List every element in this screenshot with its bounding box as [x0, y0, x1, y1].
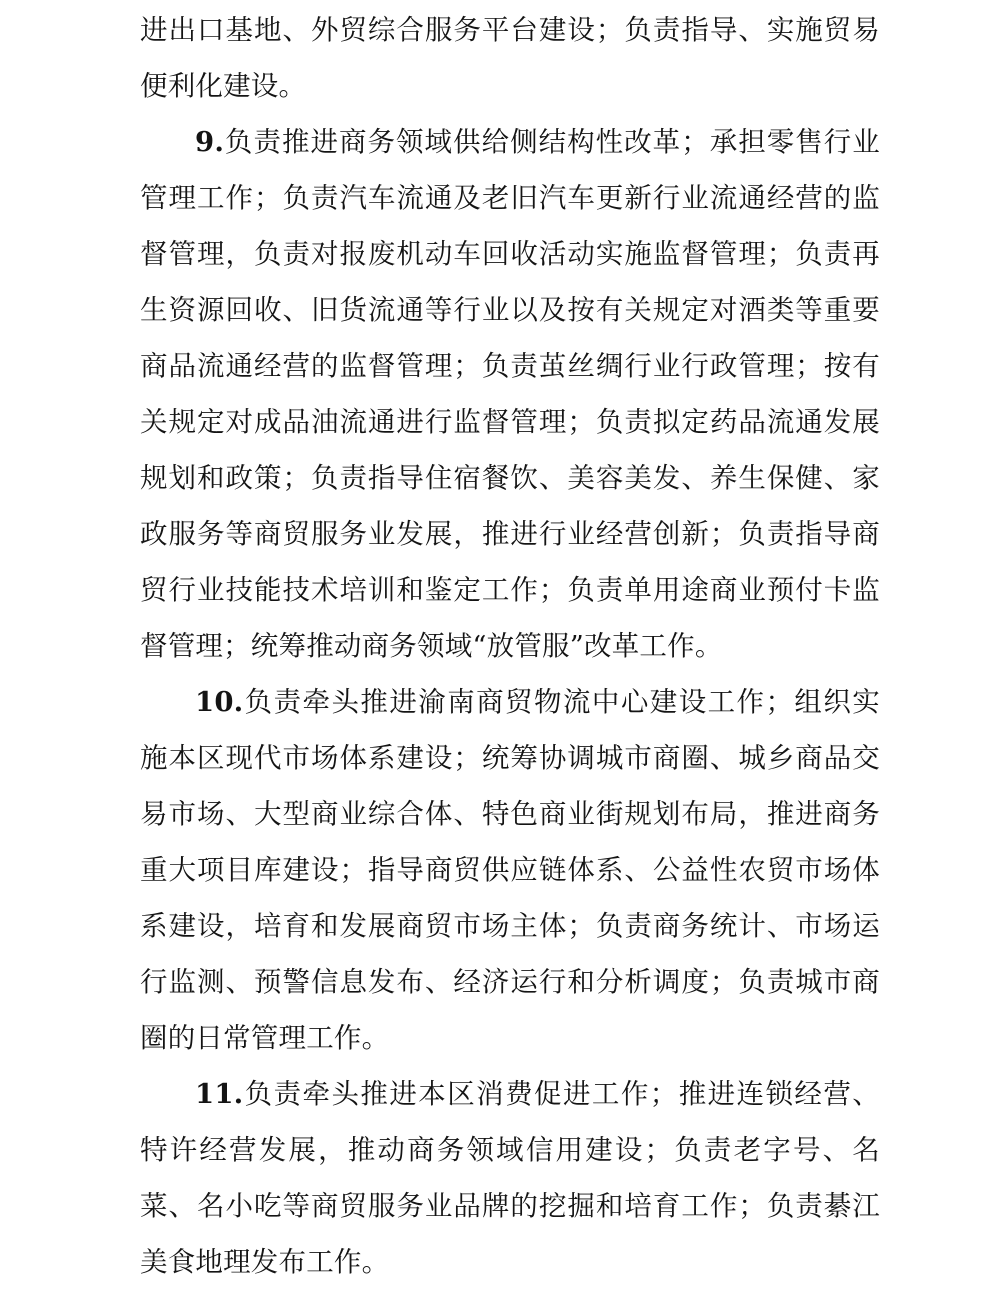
paragraph-number: 11.: [195, 1078, 244, 1110]
paragraph-text: 负责牵头推进本区消费促进工作；推进连锁经营、特许经营发展，推动商务领域信用建设；负责老字号、名菜、名小吃等商贸服务业品牌的挖掘和培育工作；负责綦江美食地理发布工作。: [140, 1078, 880, 1278]
paragraph-item-10: [140, 674, 880, 1066]
paragraph-item-11: [140, 1066, 880, 1290]
paragraph-text: 进出口基地、外贸综合服务平台建设；负责指导、实施贸易便利化建设。: [140, 14, 880, 102]
paragraph-item-9: [140, 114, 880, 674]
paragraph-text: 负责推进商务领域供给侧结构性改革；承担零售行业管理工作；负责汽车流通及老旧汽车更新行业流通经营的监督管理，负责对报废机动车回收活动实施监督管理；负责再生资源回收、旧货流通等行业以及按有关规定对酒类等重要商品流通经营的监督管理；负责茧丝绸行业行政管理；按有关规定对成品油流通进行监督管理；负责拟定药品流通发展规划和政策；负责指导住宿餐饮、美容美发、养生保健、家政服务等商贸服务业发展，推进行业经营创新；负责指导商贸行业技能技术培训和鉴定工作；负责单用途商业预付卡监督管理；统筹推动商务领域“放管服”改革工作。: [140, 126, 880, 662]
paragraph-number: 10.: [195, 686, 244, 718]
document-body: [140, 0, 880, 1290]
paragraph-number: 9.: [195, 126, 225, 158]
paragraph-continued: [140, 2, 880, 114]
paragraph-text: 负责牵头推进渝南商贸物流中心建设工作；组织实施本区现代市场体系建设；统筹协调城市商圈、城乡商品交易市场、大型商业综合体、特色商业街规划布局，推进商务重大项目库建设；指导商贸供应链体系、公益性农贸市场体系建设，培育和发展商贸市场主体；负责商务统计、市场运行监测、预警信息发布、经济运行和分析调度；负责城市商圈的日常管理工作。: [140, 686, 880, 1054]
